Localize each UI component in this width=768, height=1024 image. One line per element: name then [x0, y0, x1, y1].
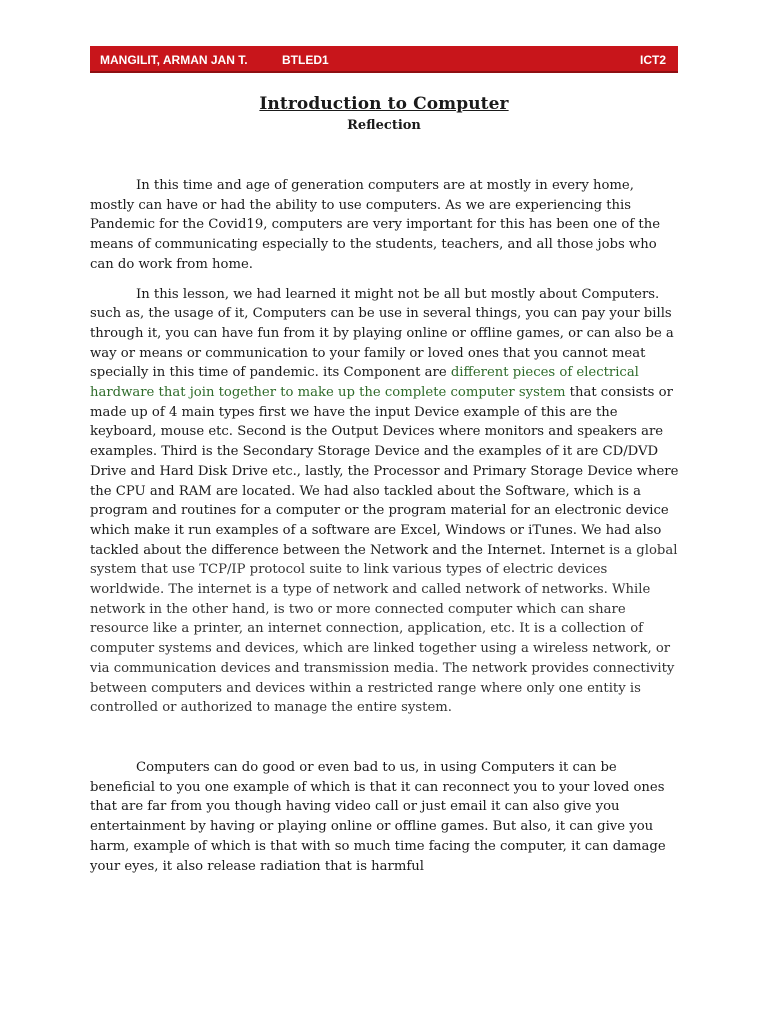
paragraph-2-part-2: that consists or made up of 4 main types first we have the input Device example of this are the keyboard, mouse etc. Second is the Output Devices where monitors and speakers are examples. Third is the Secondary Storage Device and the examples of it are CD/DVD Drive and Hard Disk Drive etc., lastly, the Processor and Primary Storage Device where the CPU and RAM are located. We had also tackled about the Software, which is a program and routines for a computer or the program material for an electronic device which make it run examples of a software are Excel, Windows or iTunes. We had also tackled about the difference between the Network and the Internet. Internet — [90, 385, 679, 558]
paragraph-2-part-3: is a global system that use TCP/IP protocol suite to link various types of electric devices worldwide. The internet is a type of network and called network of networks. While network in the other hand, is two or more connected computer which can share resource like a printer, an internet connection, application, etc. It is a collection of computer systems and devices, which are linked together using a wireless network, or via communication devices and transmission media. The network provides connectivity between computers and devices within a restricted range where only one entity is controlled or authorized to manage the entire system. — [90, 542, 678, 716]
document-subtitle: Reflection — [347, 118, 421, 133]
course-code: BTLED1 — [282, 53, 329, 67]
paragraph-2-highlight: different pieces of electrical hardware that join together to make up the complete computer system — [90, 365, 639, 401]
paragraph-1: In this time and age of generation computers are at mostly in every home, mostly can have or had the ability to use computers. As we are experiencing this Pandemic for the Covid19, computers are very important for this has been one of the means of communicating especially to the students, teachers, and all those jobs who can do work from home. — [90, 178, 661, 272]
header-bar — [90, 46, 678, 73]
section-code: ICT2 — [639, 53, 666, 67]
document-body — [90, 176, 680, 876]
student-name: MANGILIT, ARMAN JAN T. — [100, 53, 248, 67]
paragraph-2 — [90, 285, 680, 718]
paragraph-2-part-1: In this lesson, we had learned it might not be all but mostly about Computers. such as, the usage of it, Computers can be use in several things, you can pay your bills through it, you can have fun from it by playing online or offline games, or can also be a way or means or communication to your family or loved ones that you cannot meat specially in this time of pandemic. its Component are — [90, 286, 674, 381]
paragraph-3: Computers can do good or even bad to us, in using Computers it can be beneficial to you one example of which is that it can reconnect you to your loved ones that are far from you though having video call or just email it can also give you entertainment by having or playing online or offline games. But also, it can give you harm, example of which is that with so much time facing the computer, it can damage your eyes, it also release radiation that is harmful — [90, 759, 666, 874]
document-title: Introduction to Computer — [259, 94, 509, 114]
